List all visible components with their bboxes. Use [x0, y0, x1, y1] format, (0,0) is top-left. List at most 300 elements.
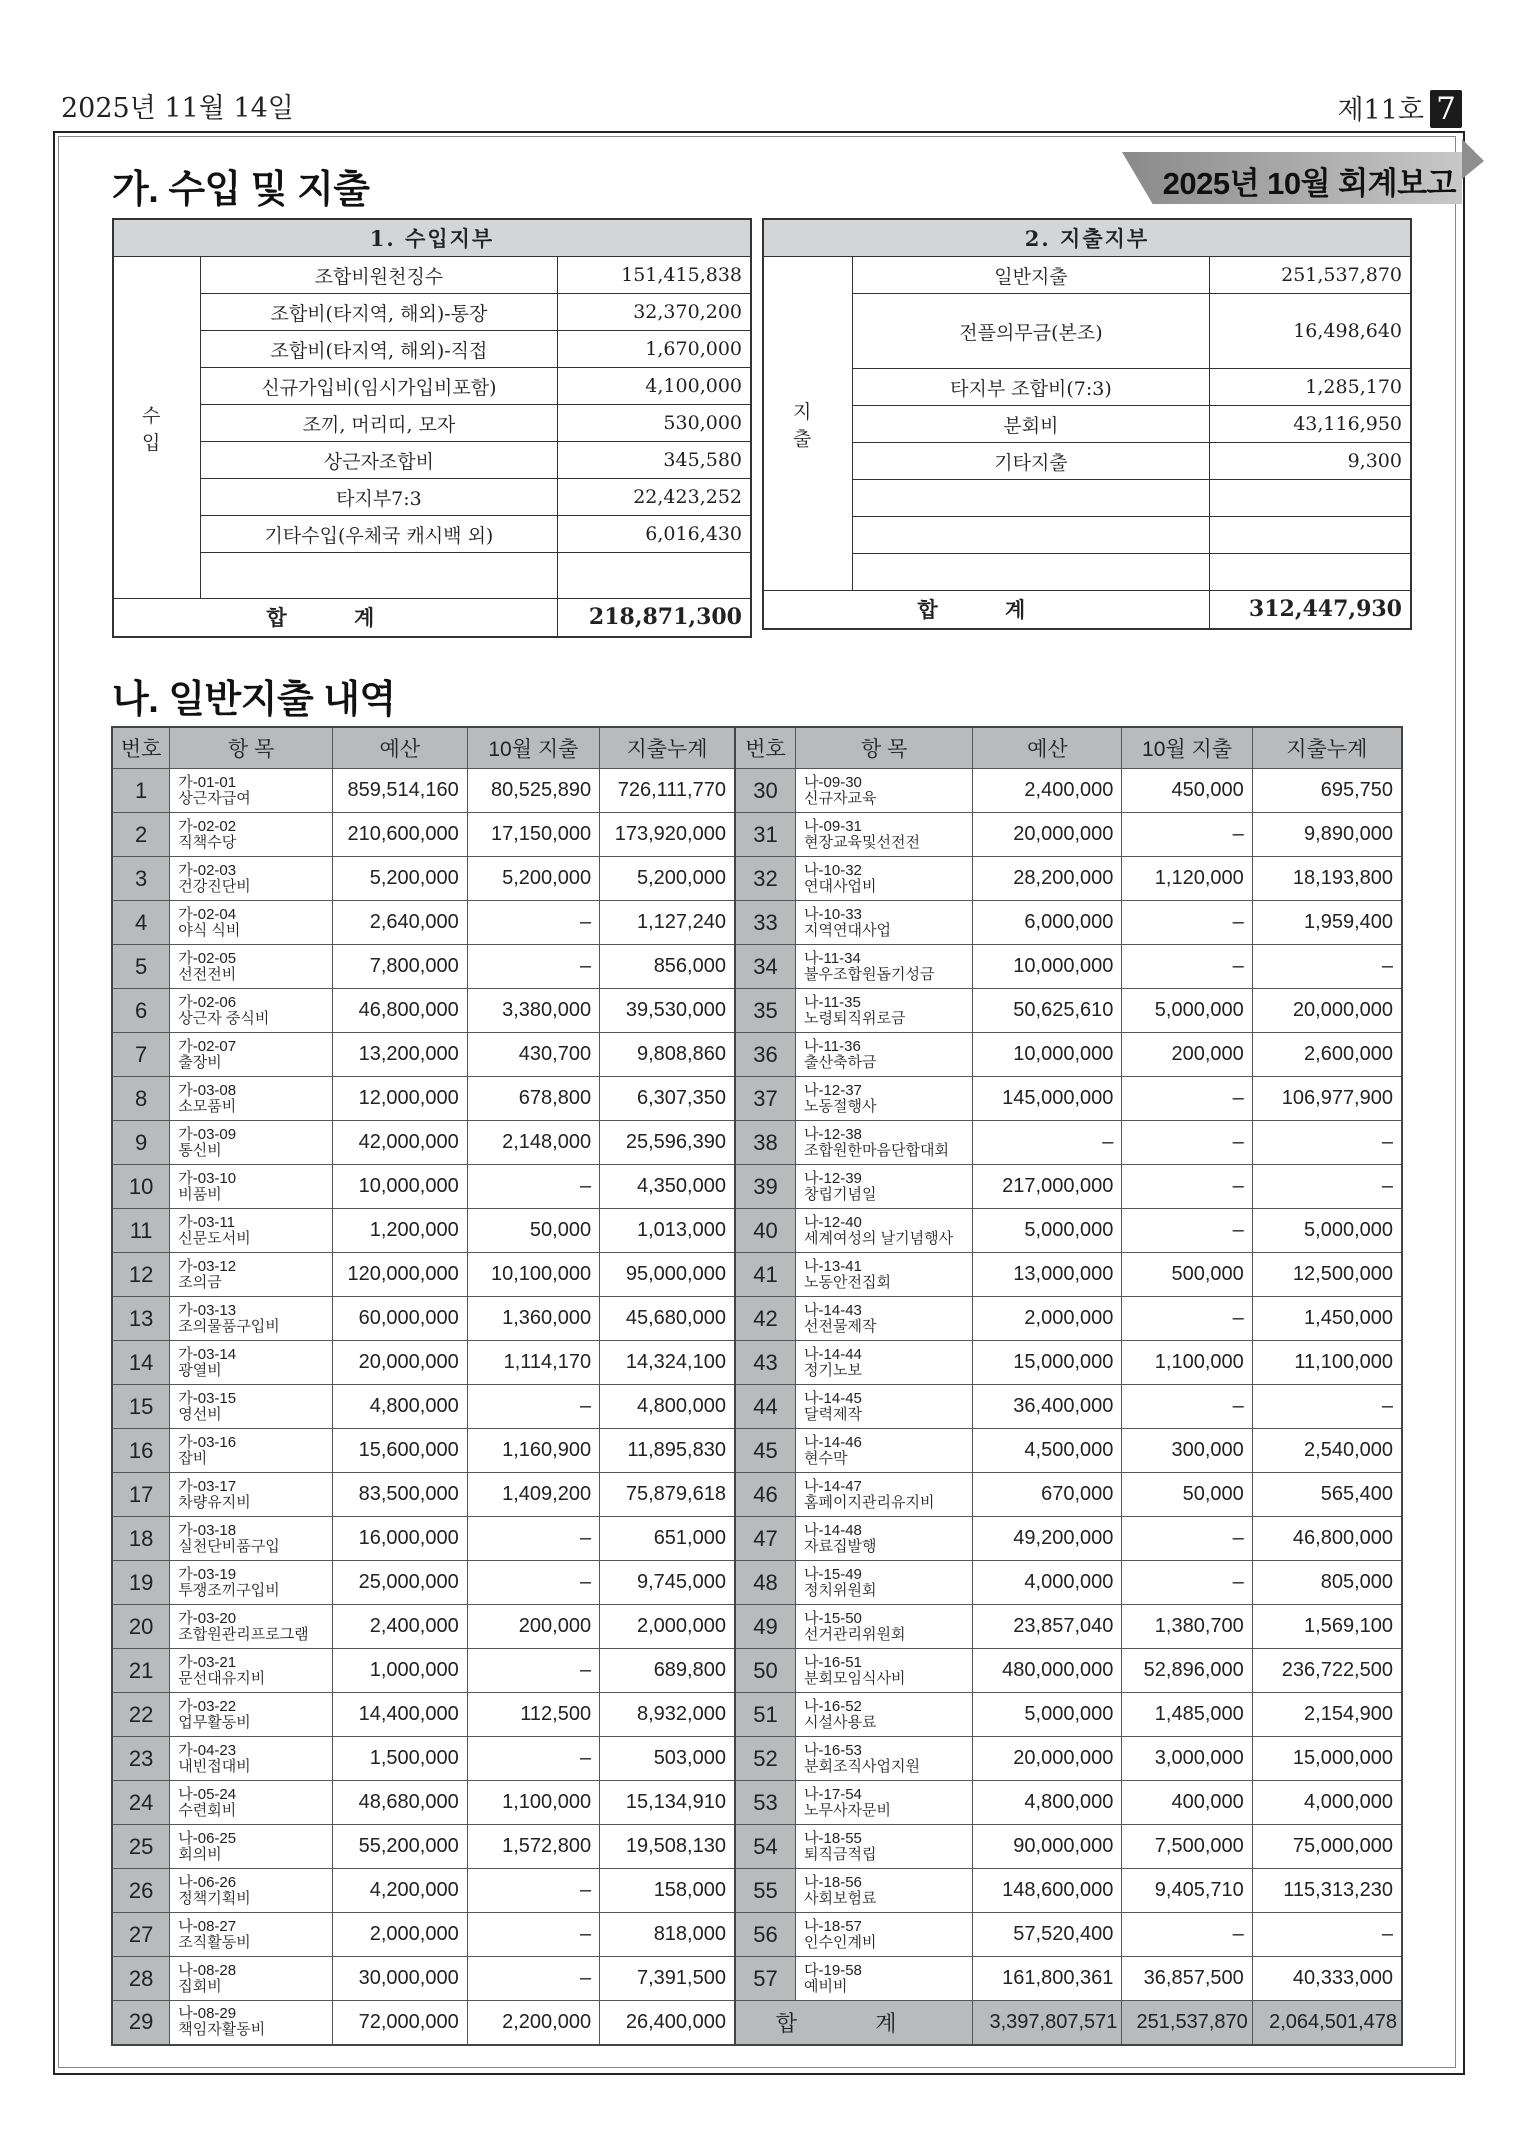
- october-expense-value: 1,409,200: [467, 1473, 599, 1517]
- item-code: 나-12-40: [804, 1213, 862, 1231]
- item-name: 사회보험료: [804, 1889, 877, 1907]
- budget-value: 10,000,000: [973, 945, 1122, 989]
- october-expense-value: –: [1122, 1121, 1252, 1165]
- october-expense-value: 50,000: [467, 1209, 599, 1253]
- budget-value: 5,200,000: [332, 857, 467, 901]
- table-row: [112, 1077, 1402, 1121]
- budget-value: 30,000,000: [332, 1957, 467, 2001]
- row-item: [796, 1473, 973, 1517]
- item-name: 시설사용료: [804, 1713, 877, 1731]
- row-item: [796, 1385, 973, 1429]
- income-item-label: [201, 553, 557, 599]
- table-row: [112, 1605, 1402, 1649]
- row-item: [170, 769, 333, 813]
- item-code: 가-03-20: [178, 1609, 237, 1627]
- cumulative-value: 8,932,000: [600, 1693, 735, 1737]
- cumulative-value: 726,111,770: [600, 769, 735, 813]
- row-number: 57: [735, 1957, 796, 2001]
- row-number: 39: [735, 1165, 796, 1209]
- item-name: 조직활동비: [178, 1933, 251, 1951]
- budget-value: 10,000,000: [332, 1165, 467, 1209]
- october-expense-value: 1,120,000: [1122, 857, 1252, 901]
- row-number: 1: [112, 769, 170, 813]
- item-code: 나-14-48: [804, 1521, 862, 1539]
- item-name: 출산축하금: [804, 1053, 877, 1071]
- october-expense-value: 2,200,000: [467, 2001, 599, 2045]
- row-item: [796, 1605, 973, 1649]
- item-name: 노동안전집회: [804, 1273, 891, 1291]
- october-expense-value: 300,000: [1122, 1429, 1252, 1473]
- row-number: 54: [735, 1825, 796, 1869]
- budget-value: 36,400,000: [973, 1385, 1122, 1429]
- item-name: 회의비: [178, 1845, 222, 1863]
- row-item: [170, 1209, 333, 1253]
- budget-value: 480,000,000: [973, 1649, 1122, 1693]
- row-item: [170, 1605, 333, 1649]
- row-item: [796, 1253, 973, 1297]
- october-expense-value: 3,380,000: [467, 989, 599, 1033]
- income-row: [113, 516, 751, 553]
- expense-total-amount: 312,447,930: [1209, 591, 1411, 629]
- item-code: 나-15-49: [804, 1565, 862, 1583]
- row-number: 23: [112, 1737, 170, 1781]
- october-expense-value: 80,525,890: [467, 769, 599, 813]
- item-name: 홈페이지관리유지비: [804, 1493, 935, 1511]
- item-name: 잡비: [178, 1449, 208, 1467]
- budget-value: 6,000,000: [973, 901, 1122, 945]
- october-expense-value: 1,100,000: [467, 1781, 599, 1825]
- row-item: [170, 1649, 333, 1693]
- budget-value: 1,000,000: [332, 1649, 467, 1693]
- row-item: [796, 857, 973, 901]
- row-number: 45: [735, 1429, 796, 1473]
- item-name: 조의물품구입비: [178, 1317, 280, 1335]
- row-number: 33: [735, 901, 796, 945]
- income-row: [113, 442, 751, 479]
- row-number: 12: [112, 1253, 170, 1297]
- row-number: 4: [112, 901, 170, 945]
- item-code: 가-03-12: [178, 1257, 237, 1275]
- october-expense-value: 1,100,000: [1122, 1341, 1252, 1385]
- income-item-amount: 22,423,252: [557, 479, 751, 516]
- october-expense-value: –: [467, 1913, 599, 1957]
- cumulative-value: 5,200,000: [600, 857, 735, 901]
- expense-item-amount: [1209, 480, 1411, 517]
- item-code: 가-03-21: [178, 1653, 237, 1671]
- october-expense-value: 1,485,000: [1122, 1693, 1252, 1737]
- row-number: 35: [735, 989, 796, 1033]
- row-item: [796, 769, 973, 813]
- row-item: [796, 1869, 973, 1913]
- row-number: 17: [112, 1473, 170, 1517]
- item-name: 현장교육및선전전: [804, 833, 920, 851]
- item-name: 지역연대사업: [804, 921, 891, 939]
- budget-value: 4,800,000: [332, 1385, 467, 1429]
- october-expense-value: –: [467, 901, 599, 945]
- row-item: [796, 1165, 973, 1209]
- october-expense-value: 1,380,700: [1122, 1605, 1252, 1649]
- issue-date: 2025년 11월 14일: [61, 93, 294, 124]
- item-code: 나-14-44: [804, 1345, 862, 1363]
- row-number: 22: [112, 1693, 170, 1737]
- item-code: 가-04-23: [178, 1741, 237, 1759]
- row-item: [796, 1209, 973, 1253]
- october-expense-value: –: [467, 1165, 599, 1209]
- budget-value: 50,625,610: [973, 989, 1122, 1033]
- budget-value: 5,000,000: [973, 1209, 1122, 1253]
- budget-value: 1,500,000: [332, 1737, 467, 1781]
- cumulative-value: 15,000,000: [1252, 1737, 1402, 1781]
- column-header-budget: 예산: [332, 727, 467, 769]
- row-item: [170, 1121, 333, 1165]
- budget-value: 10,000,000: [973, 1033, 1122, 1077]
- cumulative-value: 9,890,000: [1252, 813, 1402, 857]
- item-code: 나-18-56: [804, 1873, 862, 1891]
- october-expense-value: 2,148,000: [467, 1121, 599, 1165]
- october-expense-value: –: [1122, 1385, 1252, 1429]
- row-number: 44: [735, 1385, 796, 1429]
- row-number: 28: [112, 1957, 170, 2001]
- row-item: [796, 1737, 973, 1781]
- row-item: [796, 1913, 973, 1957]
- cumulative-value: 14,324,100: [600, 1341, 735, 1385]
- income-total-amount: 218,871,300: [557, 599, 751, 637]
- item-name: 차량유지비: [178, 1493, 251, 1511]
- row-item: [170, 1429, 333, 1473]
- budget-value: 12,000,000: [332, 1077, 467, 1121]
- row-number: 40: [735, 1209, 796, 1253]
- table-row: [112, 989, 1402, 1033]
- budget-value: 28,200,000: [973, 857, 1122, 901]
- item-code: 나-14-43: [804, 1301, 862, 1319]
- cumulative-value: 20,000,000: [1252, 989, 1402, 1033]
- section-a-title: 가. 수입 및 지출: [112, 169, 370, 211]
- row-item: [796, 1693, 973, 1737]
- cumulative-value: –: [1252, 1913, 1402, 1957]
- item-name: 출장비: [178, 1053, 222, 1071]
- item-name: 통신비: [178, 1141, 222, 1159]
- row-number: 37: [735, 1077, 796, 1121]
- row-item: [170, 1253, 333, 1297]
- budget-value: 2,000,000: [973, 1297, 1122, 1341]
- row-number: 29: [112, 2001, 170, 2045]
- cumulative-value: –: [1252, 1165, 1402, 1209]
- row-item: [170, 1781, 333, 1825]
- table-row: [112, 1209, 1402, 1253]
- expense-row: [763, 480, 1411, 517]
- row-number: 27: [112, 1913, 170, 1957]
- item-code: 가-03-15: [178, 1389, 237, 1407]
- column-header-item: 항 목: [796, 727, 973, 769]
- table-row: [112, 1517, 1402, 1561]
- item-name: 신문도서비: [178, 1229, 251, 1247]
- table-row: [112, 1385, 1402, 1429]
- cumulative-value: 1,569,100: [1252, 1605, 1402, 1649]
- row-number: 11: [112, 1209, 170, 1253]
- budget-value: 46,800,000: [332, 989, 467, 1033]
- income-item-label: 상근자조합비: [201, 442, 557, 479]
- item-code: 나-18-57: [804, 1917, 862, 1935]
- cumulative-value: 15,134,910: [600, 1781, 735, 1825]
- item-code: 다-19-58: [804, 1961, 862, 1979]
- income-table: [112, 218, 752, 638]
- budget-value: 15,000,000: [973, 1341, 1122, 1385]
- october-expense-value: 200,000: [1122, 1033, 1252, 1077]
- row-number: 52: [735, 1737, 796, 1781]
- row-number: 25: [112, 1825, 170, 1869]
- budget-value: 2,640,000: [332, 901, 467, 945]
- income-total-row: [113, 599, 751, 637]
- table-row: [112, 769, 1402, 813]
- income-item-label: 조합비(타지역, 해외)-직접: [201, 331, 557, 368]
- row-item: [796, 1429, 973, 1473]
- item-name: 건강진단비: [178, 877, 251, 895]
- item-code: 나-08-29: [178, 2005, 237, 2023]
- item-name: 분회조직사업지원: [804, 1757, 920, 1775]
- budget-value: 48,680,000: [332, 1781, 467, 1825]
- item-code: 가-02-06: [178, 993, 237, 1011]
- row-number: 3: [112, 857, 170, 901]
- income-row: [113, 257, 751, 294]
- october-expense-value: 10,100,000: [467, 1253, 599, 1297]
- october-expense-value: 450,000: [1122, 769, 1252, 813]
- item-code: 나-12-38: [804, 1125, 862, 1143]
- item-code: 나-16-52: [804, 1697, 862, 1715]
- item-name: 조의금: [178, 1273, 222, 1291]
- october-expense-value: –: [467, 1385, 599, 1429]
- cumulative-value: 95,000,000: [600, 1253, 735, 1297]
- budget-value: 145,000,000: [973, 1077, 1122, 1121]
- table-row: [112, 1561, 1402, 1605]
- item-name: 내빈접대비: [178, 1757, 251, 1775]
- item-code: 나-08-27: [178, 1917, 237, 1935]
- table-row: [112, 901, 1402, 945]
- budget-value: 148,600,000: [973, 1869, 1122, 1913]
- item-code: 나-15-50: [804, 1609, 862, 1627]
- item-name: 상근자 중식비: [178, 1009, 270, 1027]
- row-item: [170, 2001, 333, 2045]
- budget-value: 20,000,000: [332, 1341, 467, 1385]
- item-name: 현수막: [804, 1449, 848, 1467]
- row-item: [170, 945, 333, 989]
- cumulative-value: 6,307,350: [600, 1077, 735, 1121]
- cumulative-value: 45,680,000: [600, 1297, 735, 1341]
- income-item-amount: 6,016,430: [557, 516, 751, 553]
- cumulative-value: 26,400,000: [600, 2001, 735, 2045]
- item-name: 창립기념일: [804, 1185, 877, 1203]
- item-name: 문선대유지비: [178, 1669, 266, 1687]
- cumulative-value: –: [1252, 945, 1402, 989]
- row-item: [170, 1693, 333, 1737]
- total-cumulative: 2,064,501,478: [1252, 2001, 1402, 2045]
- item-code: 가-03-10: [178, 1169, 237, 1187]
- expense-item-amount: [1209, 554, 1411, 591]
- row-item: [796, 1649, 973, 1693]
- item-code: 가-03-09: [178, 1125, 237, 1143]
- item-code: 나-12-37: [804, 1081, 862, 1099]
- item-code: 나-08-28: [178, 1961, 237, 1979]
- row-item: [796, 1121, 973, 1165]
- income-item-amount: 151,415,838: [557, 257, 751, 294]
- table-row: [112, 1781, 1402, 1825]
- cumulative-value: 11,100,000: [1252, 1341, 1402, 1385]
- october-expense-value: –: [467, 1561, 599, 1605]
- item-code: 가-03-18: [178, 1521, 237, 1539]
- table-header-row: [112, 727, 1402, 769]
- october-expense-value: –: [1122, 1165, 1252, 1209]
- budget-value: 7,800,000: [332, 945, 467, 989]
- cumulative-value: 1,959,400: [1252, 901, 1402, 945]
- october-expense-value: 200,000: [467, 1605, 599, 1649]
- cumulative-value: 856,000: [600, 945, 735, 989]
- item-code: 나-11-35: [804, 993, 861, 1011]
- row-number: 16: [112, 1429, 170, 1473]
- october-expense-value: 678,800: [467, 1077, 599, 1121]
- income-table-title: 1. 수입지부: [113, 219, 751, 257]
- budget-value: 2,000,000: [332, 1913, 467, 1957]
- income-item-label: 타지부7:3: [201, 479, 557, 516]
- budget-value: 210,600,000: [332, 813, 467, 857]
- item-code: 나-14-47: [804, 1477, 862, 1495]
- item-code: 나-10-32: [804, 861, 862, 879]
- item-name: 예비비: [804, 1977, 848, 1995]
- budget-value: 4,800,000: [973, 1781, 1122, 1825]
- budget-value: 5,000,000: [973, 1693, 1122, 1737]
- expense-item-amount: 9,300: [1209, 443, 1411, 480]
- budget-value: 13,200,000: [332, 1033, 467, 1077]
- row-item: [170, 1957, 333, 2001]
- item-name: 선전물제작: [804, 1317, 877, 1335]
- cumulative-value: 1,013,000: [600, 1209, 735, 1253]
- row-number: 41: [735, 1253, 796, 1297]
- october-expense-value: –: [1122, 945, 1252, 989]
- table-row: [112, 1121, 1402, 1165]
- row-item: [170, 1913, 333, 1957]
- budget-value: 859,514,160: [332, 769, 467, 813]
- expense-item-amount: 251,537,870: [1209, 257, 1411, 294]
- expense-row: [763, 443, 1411, 480]
- october-expense-value: 1,360,000: [467, 1297, 599, 1341]
- item-code: 나-06-26: [178, 1873, 237, 1891]
- row-number: 18: [112, 1517, 170, 1561]
- cumulative-value: 2,000,000: [600, 1605, 735, 1649]
- october-expense-value: –: [1122, 901, 1252, 945]
- item-name: 세계여성의 날기념행사: [804, 1229, 954, 1247]
- item-name: 선거관리위원회: [804, 1625, 906, 1643]
- item-code: 나-12-39: [804, 1169, 862, 1187]
- october-expense-value: 52,896,000: [1122, 1649, 1252, 1693]
- item-code: 나-05-24: [178, 1785, 237, 1803]
- october-expense-value: 112,500: [467, 1693, 599, 1737]
- budget-value: 72,000,000: [332, 2001, 467, 2045]
- row-number: 47: [735, 1517, 796, 1561]
- item-code: 가-02-02: [178, 817, 237, 835]
- item-code: 가-03-17: [178, 1477, 237, 1495]
- income-item-amount: 530,000: [557, 405, 751, 442]
- row-number: 19: [112, 1561, 170, 1605]
- row-item: [170, 1473, 333, 1517]
- october-expense-value: –: [1122, 1297, 1252, 1341]
- cumulative-value: 40,333,000: [1252, 1957, 1402, 2001]
- item-name: 자료집발행: [804, 1537, 877, 1555]
- row-item: [796, 1033, 973, 1077]
- budget-value: 4,500,000: [973, 1429, 1122, 1473]
- row-number: 53: [735, 1781, 796, 1825]
- income-item-label: 기타수입(우체국 캐시백 외): [201, 516, 557, 553]
- cumulative-value: 805,000: [1252, 1561, 1402, 1605]
- budget-value: 161,800,361: [973, 1957, 1122, 2001]
- row-item: [796, 901, 973, 945]
- expense-row: [763, 257, 1411, 294]
- cumulative-value: 106,977,900: [1252, 1077, 1402, 1121]
- cumulative-value: 2,600,000: [1252, 1033, 1402, 1077]
- item-name: 수련회비: [178, 1801, 237, 1819]
- october-expense-value: 430,700: [467, 1033, 599, 1077]
- item-name: 조합원한마음단합대회: [804, 1141, 949, 1159]
- row-number: 6: [112, 989, 170, 1033]
- october-expense-value: 1,114,170: [467, 1341, 599, 1385]
- item-name: 소모품비: [178, 1097, 237, 1115]
- october-expense-value: 7,500,000: [1122, 1825, 1252, 1869]
- cumulative-value: 5,000,000: [1252, 1209, 1402, 1253]
- row-number: 8: [112, 1077, 170, 1121]
- row-item: [796, 1341, 973, 1385]
- cumulative-value: 695,750: [1252, 769, 1402, 813]
- expense-item-label: 기타지출: [853, 443, 1209, 480]
- october-expense-value: 1,160,900: [467, 1429, 599, 1473]
- item-code: 가-02-07: [178, 1037, 237, 1055]
- row-item: [796, 989, 973, 1033]
- row-number: 14: [112, 1341, 170, 1385]
- budget-value: 23,857,040: [973, 1605, 1122, 1649]
- table-row: [112, 1253, 1402, 1297]
- expense-item-label: [853, 480, 1209, 517]
- issue-number: 제11호: [1337, 95, 1424, 126]
- column-header-cumulative: 지출누계: [1252, 727, 1402, 769]
- budget-value: 49,200,000: [973, 1517, 1122, 1561]
- income-item-amount: 1,670,000: [557, 331, 751, 368]
- table-row: [112, 1957, 1402, 2001]
- row-number: 49: [735, 1605, 796, 1649]
- expense-item-label: [853, 554, 1209, 591]
- october-expense-value: –: [1122, 1561, 1252, 1605]
- table-row: [112, 857, 1402, 901]
- october-expense-value: 500,000: [1122, 1253, 1252, 1297]
- budget-value: 42,000,000: [332, 1121, 467, 1165]
- cumulative-value: 9,745,000: [600, 1561, 735, 1605]
- october-expense-value: –: [467, 945, 599, 989]
- income-row: [113, 553, 751, 599]
- expense-item-amount: 1,285,170: [1209, 369, 1411, 406]
- row-item: [170, 1737, 333, 1781]
- october-expense-value: –: [1122, 813, 1252, 857]
- october-expense-value: –: [467, 1517, 599, 1561]
- row-item: [170, 1297, 333, 1341]
- expense-total-row: [763, 591, 1411, 629]
- cumulative-value: 39,530,000: [600, 989, 735, 1033]
- budget-value: 4,000,000: [973, 1561, 1122, 1605]
- item-code: 가-03-16: [178, 1433, 237, 1451]
- october-expense-value: –: [1122, 1517, 1252, 1561]
- expense-row: [763, 406, 1411, 443]
- column-header-item: 항 목: [170, 727, 333, 769]
- item-name: 업무활동비: [178, 1713, 251, 1731]
- income-row: [113, 331, 751, 368]
- cumulative-value: 503,000: [600, 1737, 735, 1781]
- item-code: 가-03-14: [178, 1345, 237, 1363]
- row-number: 13: [112, 1297, 170, 1341]
- row-item: [170, 901, 333, 945]
